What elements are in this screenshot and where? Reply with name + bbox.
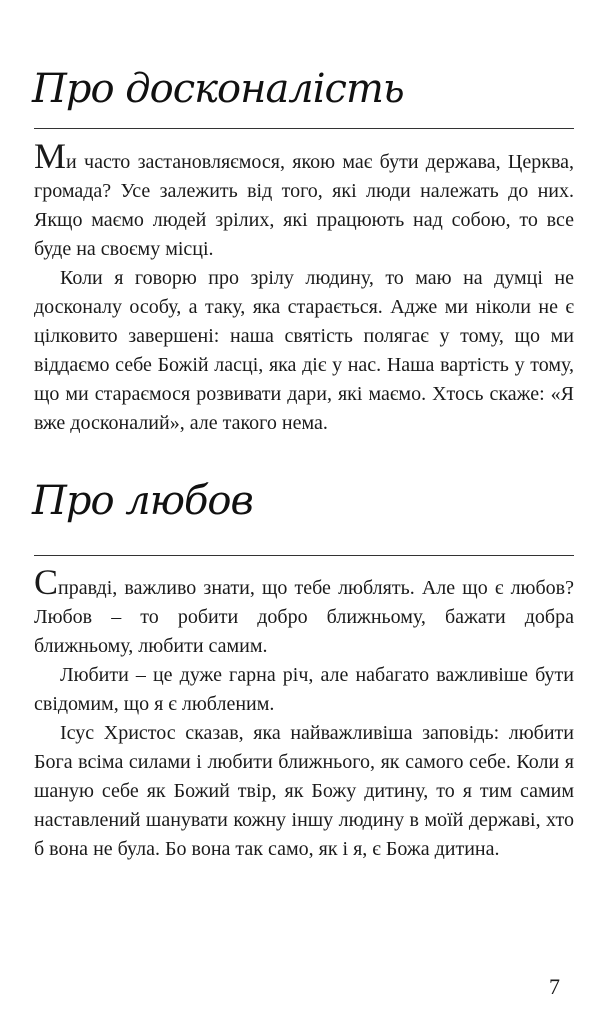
paragraph: Любити – це дуже гарна річ, але набагато важливіше бути свідомим, що я є любленим. [34, 664, 574, 715]
section-body-perfection [34, 136, 574, 438]
paragraph: Ісус Христос сказав, яка найважливіша заповідь: любити Бога всіма силами і любити ближнього, як самого себе. Коли я шаную себе як Божий твір, як Божу дитину, то я тим самим наставлений шанувати кожну іншу людину в моїй державі, хто б вона не була. Бо вона так само, як і я, є Божа дитина. [34, 722, 574, 860]
heading-divider [34, 128, 574, 129]
paragraph-text: правді, важливо знати, що тебе люблять. Але що є любов? Любов – то робити добро ближньому, бажати добра ближньому, любити самим. [34, 577, 574, 657]
paragraph: Коли я говорю про зрілу людину, то маю на думці не досконалу особу, а таку, яка старається. Адже ми ніколи не є цілковито завершені: наша святість полягає у тому, що ми віддаємо себе Божій ласці, яка діє у нас. Наша вартість у тому, що ми стараємося розвивати дари, які маємо. Хтось скаже: «Я вже досконалий», але такого нема. [34, 267, 574, 434]
section-heading-love: Про любов [32, 478, 253, 524]
drop-cap: С [34, 562, 59, 602]
page-number: 7 [549, 974, 560, 999]
paragraph [34, 136, 574, 264]
paragraph [34, 562, 574, 661]
heading-divider [34, 555, 574, 556]
section-heading-perfection: Про досконалість [32, 66, 404, 112]
paragraph-text: и часто застановляємося, якою має бути держава, Церква, громада? Усе залежить від того, які люди належать до них. Якщо маємо людей зрілих, які працюють над собою, то все буде на своєму місці. [34, 151, 574, 260]
drop-cap: М [34, 136, 67, 176]
section-body-love [34, 562, 574, 864]
